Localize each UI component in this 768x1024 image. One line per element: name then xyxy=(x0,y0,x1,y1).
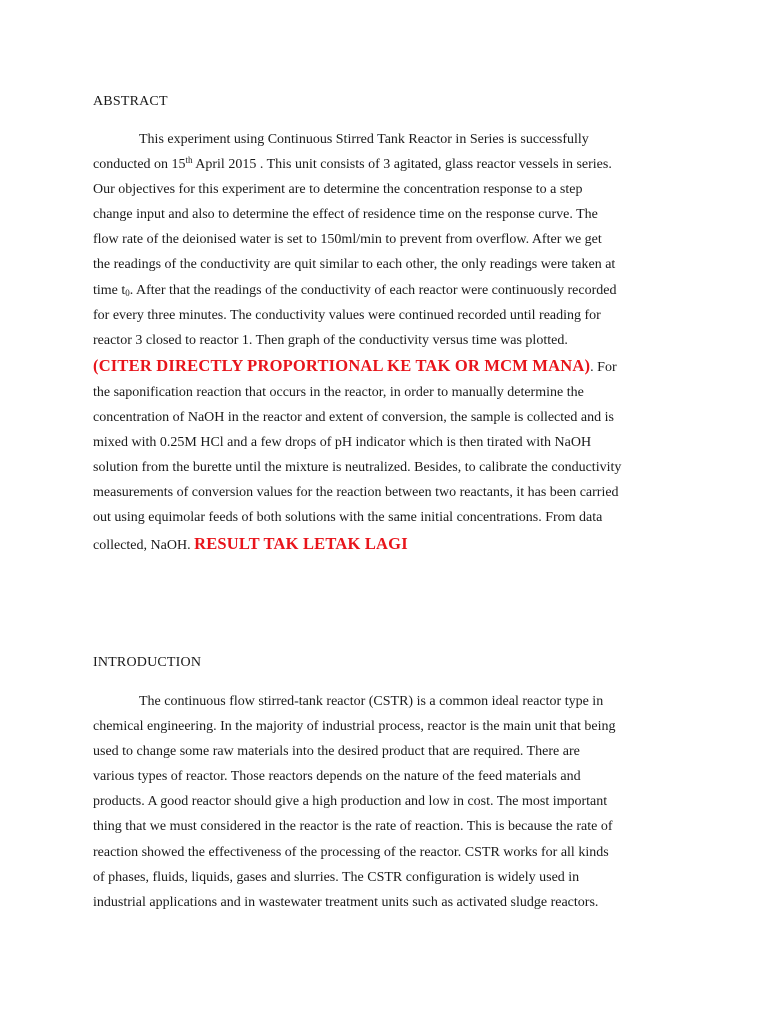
abstract-text: April 2015 . This unit consists of 3 agitated, glass reactor vessels in series. xyxy=(192,157,612,173)
red-annotation-citer: (CITER DIRECTLY PROPORTIONAL KE TAK OR MCM MANA) xyxy=(93,355,591,375)
abstract-line xyxy=(93,405,681,430)
abstract-line xyxy=(93,278,681,303)
abstract-text: out using equimolar feeds of both solutions with the same initial concentrations. From data xyxy=(93,510,603,526)
abstract-line xyxy=(93,152,681,177)
red-annotation-result: RESULT TAK LETAK LAGI xyxy=(194,533,408,553)
abstract-text: solution from the burette until the mixture is neutralized. Besides, to calibrate the conductivity xyxy=(93,460,622,476)
abstract-text: flow rate of the deionised water is set to 150ml/min to prevent from overflow. After we get xyxy=(93,232,602,248)
introduction-text: chemical engineering. In the majority of industrial process, reactor is the main unit that being xyxy=(93,719,616,735)
abstract-text: . For xyxy=(590,359,617,375)
abstract-text: concentration of NaOH in the reactor and extent of conversion, the sample is collected and is xyxy=(93,410,614,426)
abstract-line xyxy=(93,430,681,455)
abstract-text: time t xyxy=(93,282,126,298)
introduction-paragraph xyxy=(93,689,681,915)
abstract-text: . After that the readings of the conductivity of each reactor were continuously recorded xyxy=(129,282,617,298)
abstract-line xyxy=(93,252,681,277)
introduction-text: industrial applications and in wastewater treatment units such as activated sludge reactors. xyxy=(93,894,599,910)
introduction-line xyxy=(93,764,681,789)
introduction-line xyxy=(93,789,681,814)
abstract-text: the saponification reaction that occurs in the reactor, in order to manually determine the xyxy=(93,384,584,400)
abstract-heading: ABSTRACT xyxy=(93,94,168,109)
abstract-text: This experiment using Continuous Stirred Tank Reactor in Series is successfully xyxy=(139,132,589,147)
abstract-text: reactor 3 closed to reactor 1. Then graph of the conductivity versus time was plotted. xyxy=(93,332,568,348)
abstract-line xyxy=(93,177,681,202)
abstract-line xyxy=(93,202,681,227)
introduction-text: thing that we must considered in the reactor is the rate of reaction. This is because the rate of xyxy=(93,819,613,835)
introduction-line xyxy=(93,890,681,915)
abstract-text: collected, NaOH. xyxy=(93,537,195,553)
introduction-line xyxy=(93,739,681,764)
introduction-text: used to change some raw materials into the desired product that are required. There are xyxy=(93,744,580,760)
abstract-line xyxy=(93,531,681,558)
abstract-line xyxy=(93,380,681,405)
abstract-text: conducted on 15 xyxy=(93,157,186,173)
introduction-line xyxy=(93,814,681,839)
introduction-line xyxy=(93,865,681,890)
abstract-text: the readings of the conductivity are quit similar to each other, the only readings were taken at xyxy=(93,257,616,273)
time-subscript: 0 xyxy=(125,287,130,298)
introduction-line xyxy=(93,714,681,739)
abstract-paragraph xyxy=(93,127,681,558)
abstract-line xyxy=(93,455,681,480)
introduction-line xyxy=(93,689,681,714)
abstract-line xyxy=(93,303,681,328)
abstract-text: for every three minutes. The conductivity values were continued recorded until reading for xyxy=(93,307,601,323)
abstract-text: mixed with 0.25M HCl and a few drops of pH indicator which is then tirated with NaOH xyxy=(93,435,592,451)
ordinal-superscript: th xyxy=(185,155,193,166)
abstract-line xyxy=(93,227,681,252)
abstract-text: Our objectives for this experiment are to determine the concentration response to a step xyxy=(93,182,583,198)
abstract-line xyxy=(93,480,681,505)
abstract-line xyxy=(93,127,681,152)
introduction-text: products. A good reactor should give a high production and low in cost. The most important xyxy=(93,794,608,810)
abstract-text: change input and also to determine the effect of residence time on the response curve. The xyxy=(93,207,598,223)
abstract-line xyxy=(93,505,681,530)
introduction-heading: INTRODUCTION xyxy=(93,655,202,670)
introduction-text: of phases, fluids, liquids, gases and slurries. The CSTR configuration is widely used in xyxy=(93,869,580,885)
introduction-text: reaction showed the effectiveness of the processing of the reactor. CSTR works for all kinds xyxy=(93,844,609,860)
abstract-line xyxy=(93,353,681,380)
introduction-text: The continuous flow stirred-tank reactor (CSTR) is a common ideal reactor type in xyxy=(139,694,604,709)
introduction-text: various types of reactor. Those reactors depends on the nature of the feed materials and xyxy=(93,769,581,785)
abstract-line xyxy=(93,328,681,353)
abstract-text: measurements of conversion values for the reaction between two reactants, it has been carried xyxy=(93,485,619,501)
introduction-line xyxy=(93,840,681,865)
